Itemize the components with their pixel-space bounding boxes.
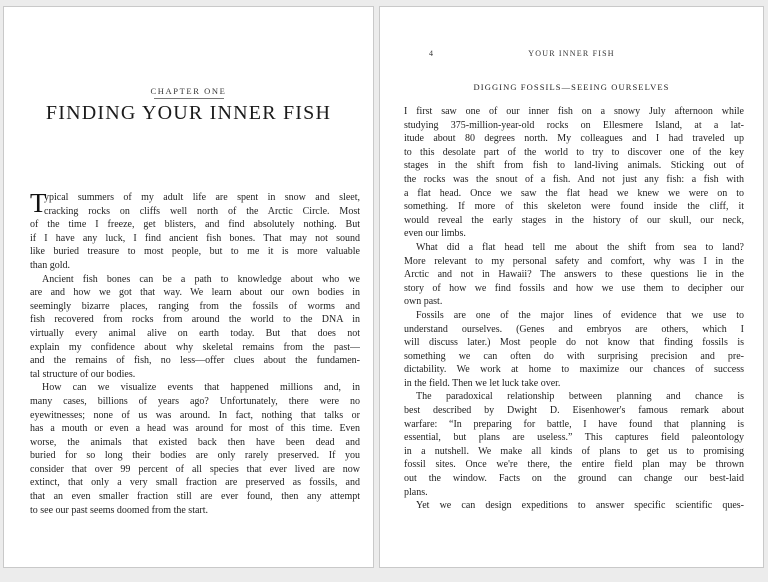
text-line: something. If more of this skeleton were found inside the cliff, it <box>404 201 744 213</box>
text-line: Fossils are one of the major lines of evidence that we use to <box>416 309 744 321</box>
text-line: consider that over 99 percent of all species that ever lived are now <box>30 463 360 475</box>
drop-cap: T <box>30 188 47 218</box>
text-line: How can we visualize events that happened millions and, in <box>42 382 360 394</box>
text-line: More relevant to my personal safety and comfort, why was I in the <box>404 255 744 267</box>
right-body-text <box>404 105 744 513</box>
text-line: own past. <box>404 296 443 308</box>
text-line: extinct, that only a very small fraction are preserved as fossils, and <box>30 477 360 489</box>
left-body-text <box>30 188 360 517</box>
text-line: stages in the shift from fish to land-living animals. Sticking out of <box>404 160 744 172</box>
text-line: tal structure of our bodies. <box>30 368 136 380</box>
text-line: fossil sites. Once we're there, the entire field plan may be thrown <box>404 459 744 471</box>
text-line: in the field. Then we let luck take over. <box>404 377 561 389</box>
text-line: explain my confidence about why skeletal remains from the past— <box>30 341 360 353</box>
text-line: of the time I freeze, get blisters, and find absolutely nothing. But <box>30 219 360 231</box>
text-line: has a mouth or even a head was around for most of this time. Even <box>30 423 360 435</box>
text-line: seemingly bizarre places, ranging from the fossils of worms and <box>30 300 360 312</box>
text-line: itude about 80 degrees north. My colleagues and I had traveled up <box>404 133 744 145</box>
text-line: to this desolate part of the world to try to discover one of the key <box>404 146 744 158</box>
text-line: dictability. We work at home to maximize our chances of success <box>404 364 744 376</box>
text-line: Arctic and not in Hawaii? The answers to these questions lie in the <box>404 269 744 281</box>
text-line: if I have any luck, I find ancient fish bones. That may not sound <box>30 232 360 244</box>
text-line: in a nutshell. We make all kinds of plans to get us to promising <box>404 445 744 457</box>
text-line: fish recovered from rocks from around the world to the DNA in <box>30 314 360 326</box>
text-line: to see our past seems doomed from the start. <box>30 504 209 516</box>
right-page <box>379 6 764 568</box>
text-line: even our limbs. <box>404 228 466 240</box>
text-line: warfare: “In preparing for battle, I have found that planning is <box>404 418 744 430</box>
text-line: The paradoxical relationship between planning and chance is <box>416 391 744 403</box>
text-line: I first saw one of our inner fish on a snowy July afternoon while <box>404 106 744 117</box>
text-line: understand ourselves. (Genes and embryos are others, which I <box>404 323 744 335</box>
text-line: cracking rocks on cliffs well north of the Arctic Circle. Most <box>44 205 360 217</box>
text-line: virtually every animal alive on earth today. But that does not <box>30 327 360 339</box>
text-line: that an even smaller fraction still are ever found, then any attempt <box>30 491 360 503</box>
chapter-title: FINDING YOUR INNER FISH <box>45 102 332 124</box>
text-line: out the window. Facts on the ground can change our best-laid <box>404 473 744 485</box>
text-line: the rocks was the snout of a fish. And not just any fish: a fish with <box>404 173 744 185</box>
chapter-rule <box>154 98 224 99</box>
chapter-label: CHAPTER ONE <box>150 86 227 96</box>
text-line: best described by Dwight D. Eisenhower's famous remark about <box>404 405 744 417</box>
text-line: Ancient fish bones can be a path to knowledge about who we <box>42 273 360 285</box>
text-line: are and how we got that way. We learn about our own bodies in <box>30 287 360 299</box>
section-title: DIGGING FOSSILS—SEEING OURSELVES <box>473 82 670 92</box>
text-line: and the remains of fish, no less—offer clues about the fundamen- <box>30 355 360 367</box>
text-line: eyewitnesses; none of us was around. In fact, nothing that talks or <box>30 409 360 421</box>
left-page <box>3 6 374 568</box>
text-line: than gold. <box>30 259 70 271</box>
text-line: something we can often do with surprising precision and pre- <box>404 350 744 362</box>
text-line: story of how we find fossils and how we use them to decipher our <box>404 282 744 294</box>
text-line: many cases, billions of years ago? Unfortunately, there were no <box>30 395 360 407</box>
text-line: buried for so long their bodies are only rarely preserved. If you <box>30 450 360 462</box>
text-line: a flat head. Once we saw the flat head we knew we were on to <box>404 187 744 199</box>
text-line: plans. <box>404 486 428 498</box>
page-number: 4 <box>429 49 433 58</box>
text-line: ypical summers of my adult life are spent in snow and sleet, <box>44 192 360 203</box>
text-line: What did a flat head tell me about the shift from sea to land? <box>416 241 744 253</box>
text-line: Yet we can design expeditions to answer specific scientific ques- <box>416 500 744 512</box>
first-paragraph-opening <box>30 188 360 218</box>
running-head: YOUR INNER FISH <box>528 49 615 58</box>
text-line: studying 375-million-year-old rocks on Ellesmere Island, at a lat- <box>404 119 744 131</box>
text-line: worse, the animals that existed back then have been dead and <box>30 436 360 448</box>
text-line: like buried treasure to most people, but to me it is more valuable <box>30 246 360 258</box>
text-line: will discuss later.) Most people do not know that finding fossils is <box>404 337 744 349</box>
text-line: would reveal the early stages in the history of our skull, our neck, <box>404 214 744 226</box>
text-line: essential, but plans are useless.” This captures field paleontology <box>404 432 744 444</box>
